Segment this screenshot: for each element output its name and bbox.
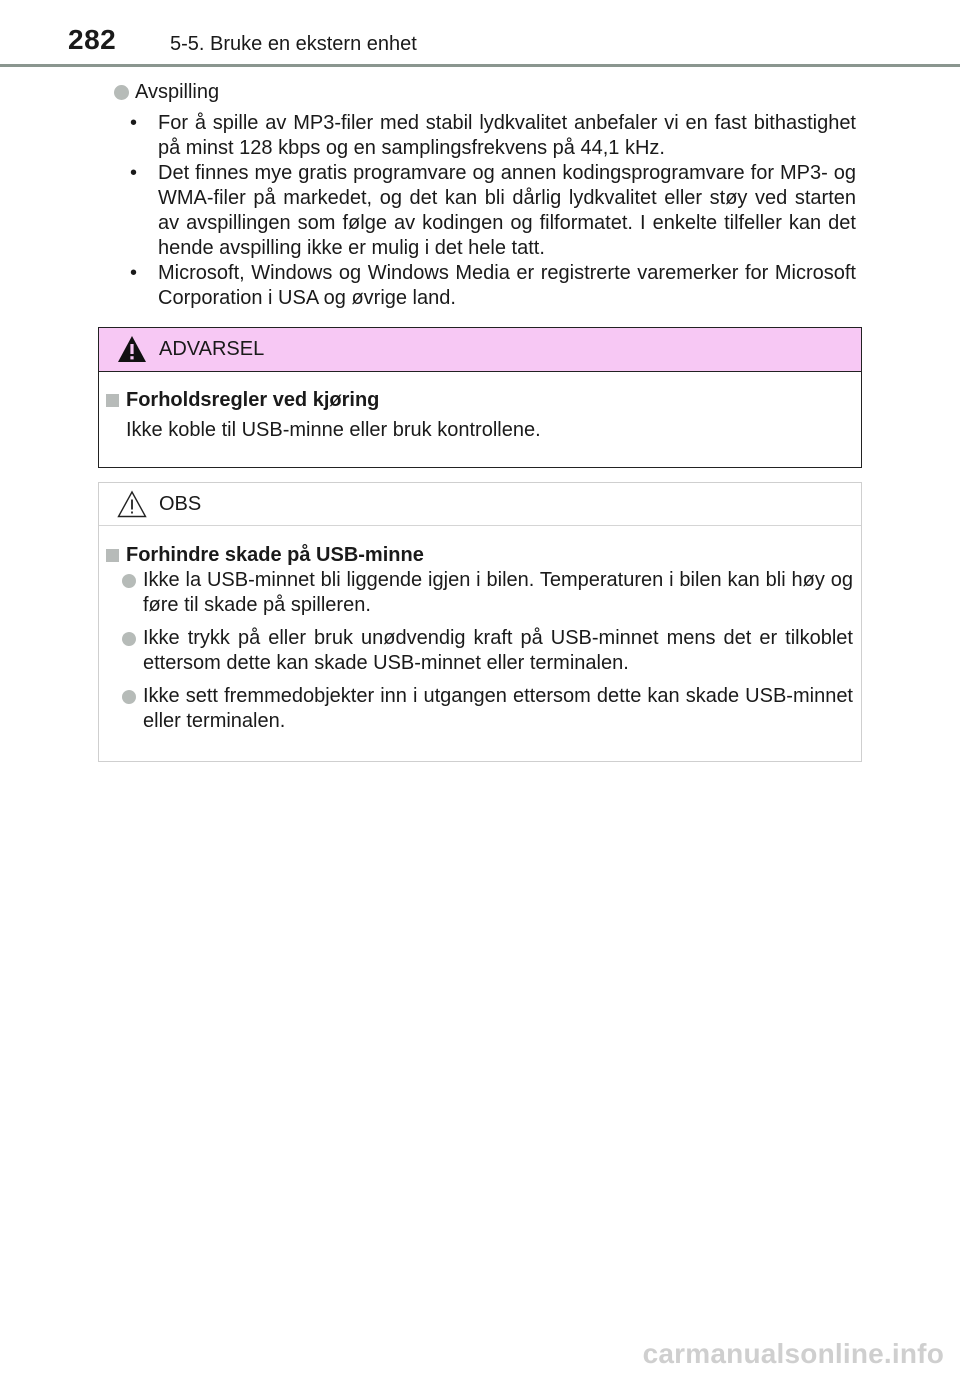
- square-bullet-icon: [106, 549, 119, 562]
- playback-heading: [114, 80, 874, 105]
- list-item: [108, 568, 853, 618]
- warning-triangle-filled-icon: [117, 335, 147, 363]
- warning-header: [99, 328, 861, 372]
- notice-heading: [106, 543, 424, 568]
- warning-label: ADVARSEL: [159, 338, 265, 360]
- list-item-text: Ikke trykk på eller bruk unødvendig kraft på USB-minnet mens det er tilkoblet ettersom dette kan skade USB-minnet eller terminalen.: [143, 627, 853, 674]
- caution-triangle-outline-icon: [117, 490, 147, 518]
- square-bullet-icon: [106, 394, 119, 407]
- section-title: 5-5. Bruke en ekstern enhet: [170, 33, 417, 55]
- list-item: [128, 161, 856, 261]
- list-item-text: For å spille av MP3-filer med stabil lydkvalitet anbefaler vi en fast bithastighet på minst 128 kbps og en samplingsfrekvens på 44,1 kHz.: [158, 112, 856, 159]
- header-divider: [0, 64, 960, 67]
- list-item-text: Ikke sett fremmedobjekter inn i utgangen ettersom dette kan skade USB-minnet eller terminalen.: [143, 685, 853, 732]
- bullet-dot-icon: [122, 574, 136, 588]
- bullet-dot-icon: [114, 85, 129, 100]
- notice-heading-text: Forhindre skade på USB-minne: [126, 544, 424, 566]
- notice-label: OBS: [159, 493, 202, 515]
- warning-heading-text: Forholdsregler ved kjøring: [126, 389, 380, 411]
- list-item: [128, 261, 856, 311]
- list-item: [108, 626, 853, 676]
- bullet-marker: •: [130, 262, 138, 284]
- list-item: [128, 111, 856, 161]
- list-item-text: Microsoft, Windows og Windows Media er registrerte varemerker for Microsoft Corporation i USA og øvrige land.: [158, 262, 856, 309]
- warning-box: [98, 327, 862, 468]
- page-number: 282: [68, 24, 117, 55]
- bullet-marker: •: [130, 112, 138, 134]
- playback-heading-text: Avspilling: [135, 81, 220, 103]
- list-item-text: Ikke la USB-minnet bli liggende igjen i bilen. Temperaturen i bilen kan bli høy og føre til skade på spilleren.: [143, 569, 853, 616]
- watermark: carmanualsonline.info: [642, 1338, 944, 1369]
- notice-header: [99, 483, 861, 526]
- notice-box: [98, 482, 862, 762]
- page-header: [0, 0, 960, 66]
- playback-list: [128, 111, 856, 311]
- list-item-text: Det finnes mye gratis programvare og annen kodingsprogramvare for MP3- og WMA-filer på markedet, og det kan bli dårlig lydkvalitet eller støy ved starten av avspillingen som følge av kodingen og filformatet. I enkelte tilfeller kan det hende avspilling ikke er mulig i det hele tatt.: [158, 162, 856, 259]
- warning-text: Ikke koble til USB-minne eller bruk kontrollene.: [126, 419, 541, 441]
- bullet-marker: •: [130, 162, 138, 184]
- notice-list: [108, 568, 853, 742]
- warning-heading: [106, 388, 379, 413]
- list-item: [108, 684, 853, 734]
- bullet-dot-icon: [122, 632, 136, 646]
- bullet-dot-icon: [122, 690, 136, 704]
